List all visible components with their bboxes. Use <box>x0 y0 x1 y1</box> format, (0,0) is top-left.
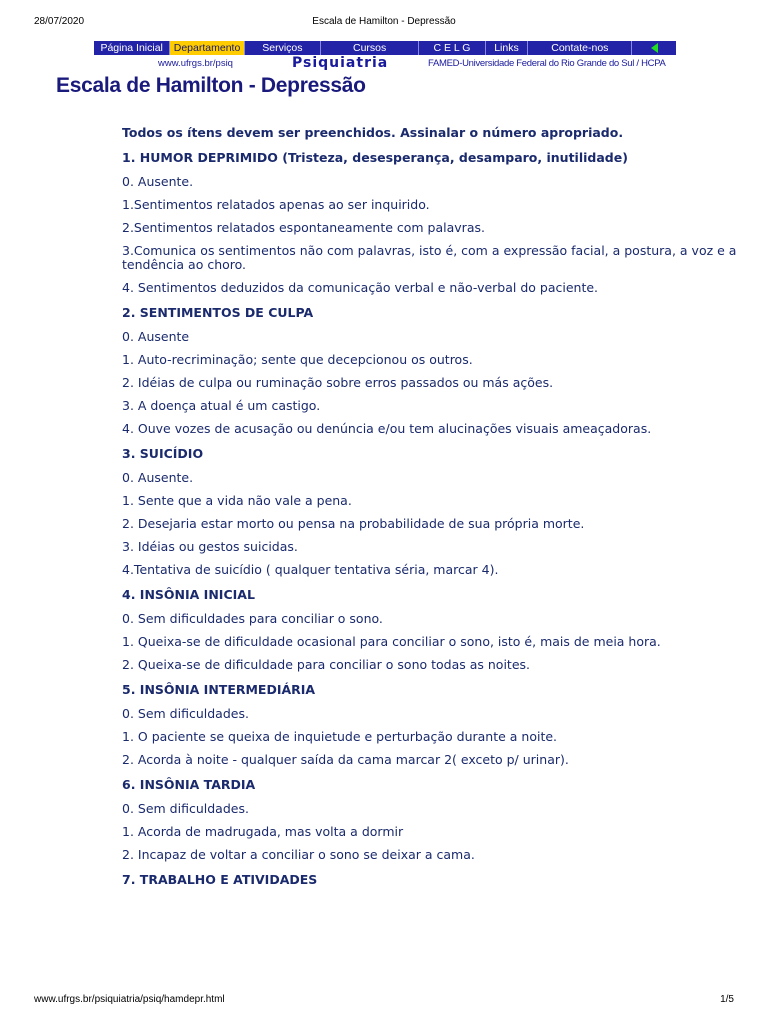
option: 0. Sem dificuldades. <box>122 801 249 816</box>
option: 2. Idéias de culpa ou ruminação sobre erros passados ou más ações. <box>122 375 554 390</box>
section-title: 4. INSÔNIA INICIAL <box>122 587 255 602</box>
option: 1. Acorda de madrugada, mas volta a dormir <box>122 824 404 839</box>
nav-departamento[interactable]: Departamento <box>170 41 244 55</box>
print-url: www.ufrgs.br/psiquiatria/psiq/hamdepr.html <box>34 994 225 1005</box>
page-title: Escala de Hamilton - Depressão <box>56 74 366 97</box>
option: 1. Sente que a vida não vale a pena. <box>122 493 352 508</box>
print-footer <box>34 994 734 1008</box>
option: 2. Acorda à noite - qualquer saída da cama marcar 2( exceto p/ urinar). <box>122 752 569 767</box>
nav-back-button[interactable] <box>632 41 676 55</box>
institution-name: FAMED-Universidade Federal do Rio Grande do Sul / HCPA <box>428 58 666 69</box>
nav-celg[interactable]: C E L G <box>419 41 485 55</box>
section-7 <box>122 871 742 888</box>
option: 3. Idéias ou gestos suicidas. <box>122 539 298 554</box>
scale-content <box>122 124 742 897</box>
option: 1. O paciente se queixa de inquietude e perturbação durante a noite. <box>122 729 558 744</box>
section-title: 2. SENTIMENTOS DE CULPA <box>122 305 314 320</box>
section-title: 7. TRABALHO E ATIVIDADES <box>122 872 318 887</box>
print-header <box>34 16 734 30</box>
nav-pagina-inicial[interactable]: Página Inicial <box>94 41 170 55</box>
option: 4. Sentimentos deduzidos da comunicação verbal e não-verbal do paciente. <box>122 280 599 295</box>
option: 3. A doença atual é um castigo. <box>122 398 321 413</box>
option: 1. Auto-recriminação; sente que decepcionou os outros. <box>122 352 473 367</box>
option: 0. Sem dificuldades para conciliar o sono. <box>122 611 383 626</box>
subheader <box>94 56 676 72</box>
section-title: 5. INSÔNIA INTERMEDIÁRIA <box>122 682 316 697</box>
section-6 <box>122 776 742 862</box>
section-4 <box>122 586 742 672</box>
option: 1. Queixa-se de dificuldade ocasional para conciliar o sono, isto é, mais de meia hora. <box>122 634 661 649</box>
nav-cursos[interactable]: Cursos <box>321 41 419 55</box>
option: 2.Sentimentos relatados espontaneamente com palavras. <box>122 220 485 235</box>
nav-links[interactable]: Links <box>486 41 529 55</box>
page-number: 1/5 <box>720 994 734 1005</box>
option: 4. Ouve vozes de acusação ou denúncia e/ou tem alucinações visuais ameaçadoras. <box>122 421 652 436</box>
option: 2. Desejaria estar morto ou pensa na probabilidade de sua própria morte. <box>122 516 585 531</box>
section-title: 6. INSÔNIA TARDIA <box>122 777 256 792</box>
option: 3.Comunica os sentimentos não com palavras, isto é, com a expressão facial, a postura, a voz e a tendência ao choro. <box>122 243 737 272</box>
section-1 <box>122 149 742 295</box>
section-title: 3. SUICÍDIO <box>122 446 204 461</box>
option: 0. Ausente <box>122 329 190 344</box>
site-link[interactable]: www.ufrgs.br/psiq <box>158 58 233 69</box>
option: 2. Incapaz de voltar a conciliar o sono se deixar a cama. <box>122 847 475 862</box>
section-2 <box>122 304 742 436</box>
triangle-left-icon <box>651 43 658 53</box>
print-title: Escala de Hamilton - Depressão <box>312 16 456 27</box>
option: 0. Sem dificuldades. <box>122 706 249 721</box>
option: 4.Tentativa de suicídio ( qualquer tentativa séria, marcar 4). <box>122 562 499 577</box>
section-3 <box>122 445 742 577</box>
section-5 <box>122 681 742 767</box>
intro-text: Todos os ítens devem ser preenchidos. Assinalar o número apropriado. <box>122 125 624 140</box>
nav-contate-nos[interactable]: Contate-nos <box>528 41 632 55</box>
option: 2. Queixa-se de dificuldade para conciliar o sono todas as noites. <box>122 657 531 672</box>
option: 0. Ausente. <box>122 174 194 189</box>
nav-servicos[interactable]: Serviços <box>245 41 321 55</box>
option: 1.Sentimentos relatados apenas ao ser inquirido. <box>122 197 430 212</box>
psiquiatria-logo: Psiquiatria <box>292 55 389 71</box>
nav-bar <box>94 41 676 55</box>
section-title: 1. HUMOR DEPRIMIDO (Tristeza, desesperança, desamparo, inutilidade) <box>122 150 628 165</box>
print-date: 28/07/2020 <box>34 16 85 27</box>
option: 0. Ausente. <box>122 470 194 485</box>
